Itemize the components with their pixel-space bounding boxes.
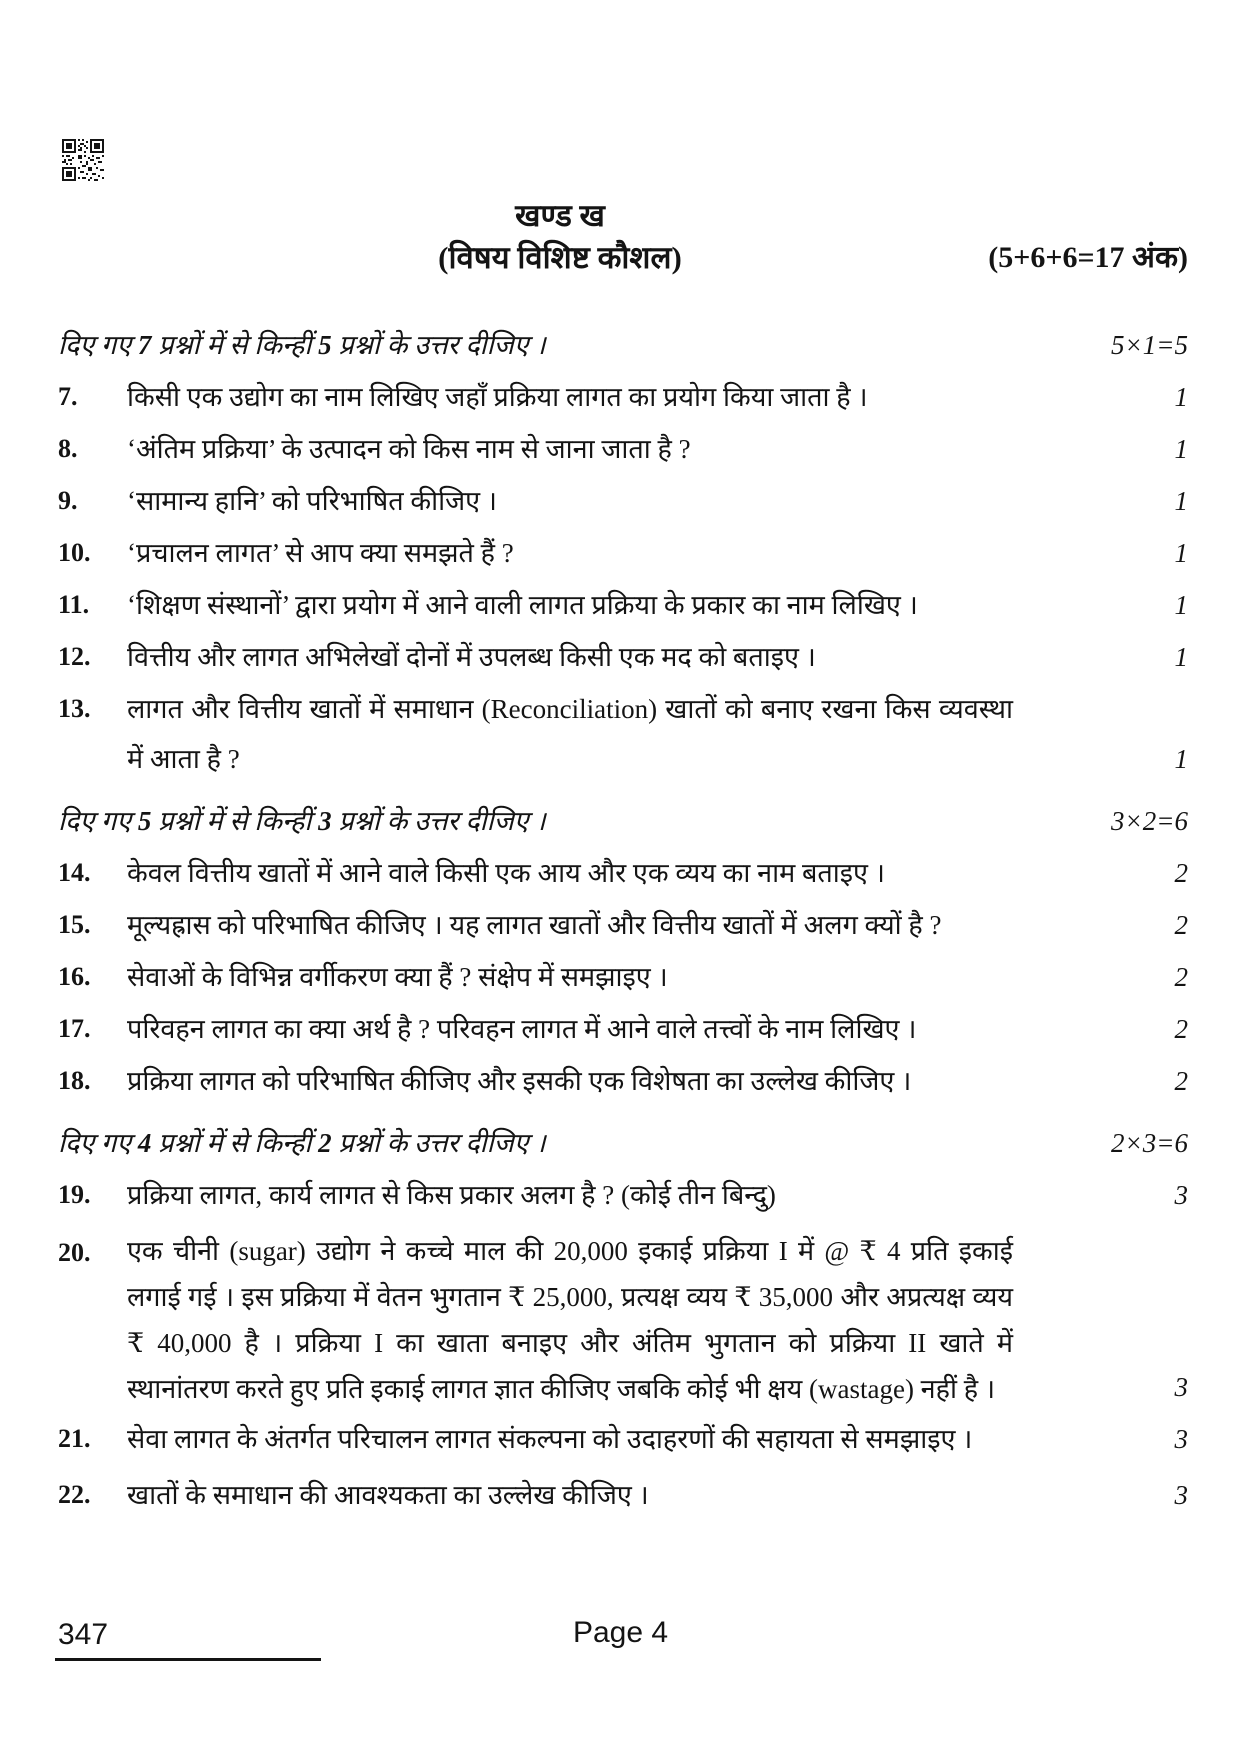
question-row <box>58 1004 1188 1054</box>
question-number: 19. <box>58 1180 91 1209</box>
question-text: वित्तीय और लागत अभिलेखों दोनों में उपलब्ध किसी एक मद को बताइए । <box>127 642 816 672</box>
question-row <box>58 952 1188 1002</box>
question-row <box>58 528 1188 578</box>
question-number: 22. <box>58 1480 91 1509</box>
question-number: 13. <box>58 694 91 723</box>
instruction-row <box>58 1118 1188 1168</box>
question-marks: 1 <box>1174 642 1188 672</box>
instruction-text: दिए गए 4 प्रश्नों में से किन्हीं 2 प्रश्नों के उत्तर दीजिए । <box>58 1128 546 1158</box>
section-title: खण्ड ख <box>515 198 605 233</box>
question-number: 9. <box>58 486 78 515</box>
question-number: 12. <box>58 642 91 671</box>
question-text: केवल वित्तीय खातों में आने वाले किसी एक आय और एक व्यय का नाम बताइए । <box>127 858 885 888</box>
question-number: 8. <box>58 434 78 463</box>
question-number: 17. <box>58 1014 91 1043</box>
marks-scheme: 3×2=6 <box>1111 806 1188 836</box>
question-marks: 1 <box>1174 744 1188 774</box>
question-marks: 3 <box>1174 1424 1188 1454</box>
question-marks: 1 <box>1174 434 1188 464</box>
question-row <box>58 900 1188 950</box>
question-row <box>58 580 1188 630</box>
question-number: 10. <box>58 538 91 567</box>
question-text: ‘प्रचालन लागत’ से आप क्या समझते हैं ? <box>127 538 514 568</box>
question-row <box>58 1228 1188 1412</box>
paper-code: 347 <box>58 1618 109 1651</box>
question-marks: 1 <box>1174 590 1188 620</box>
question-number: 14. <box>58 858 91 887</box>
question-number: 16. <box>58 962 91 991</box>
question-text: ‘शिक्षण संस्थानों’ द्वारा प्रयोग में आने वाली लागत प्रक्रिया के प्रकार का नाम लिखिए । <box>127 590 918 620</box>
question-marks: 2 <box>1174 1014 1188 1044</box>
question-marks: 3 <box>1174 1180 1188 1210</box>
question-marks: 2 <box>1174 858 1188 888</box>
section-subtitle: (विषय विशिष्ट कौशल) <box>438 240 682 275</box>
question-text: ‘सामान्य हानि’ को परिभाषित कीजिए । <box>127 486 498 516</box>
question-row <box>58 1056 1188 1106</box>
question-text: किसी एक उद्योग का नाम लिखिए जहाँ प्रक्रिया लागत का प्रयोग किया जाता है । <box>127 382 868 412</box>
question-number: 15. <box>58 910 91 939</box>
question-row <box>58 1470 1188 1520</box>
question-text: परिवहन लागत का क्या अर्थ है ? परिवहन लागत में आने वाले तत्त्वों के नाम लिखिए । <box>127 1014 917 1044</box>
question-number: 7. <box>58 382 78 411</box>
question-marks: 1 <box>1174 538 1188 568</box>
marks-scheme: 2×3=6 <box>1111 1128 1188 1158</box>
instruction-row <box>58 320 1188 370</box>
question-row <box>58 848 1188 898</box>
question-marks: 3 <box>1174 1372 1188 1402</box>
paper-body <box>58 196 1188 1522</box>
question-row <box>58 1170 1188 1220</box>
question-text: एक चीनी (sugar) उद्योग ने कच्चे माल की 20,000 इकाई प्रक्रिया I में @ ₹ 4 प्रति इकाई लगाई गई । इस प्रक्रिया में वेतन भुगतान ₹ 25,000, प्रत्यक्ष व्यय ₹ 35,000 और अप्रत्यक्ष व्यय ₹ 40,000 है । प्रक्रिया I का खाता बनाइए और अंतिम भुगतान को प्रक्रिया II खाते में स्थानांतरण करते हुए प्रति इकाई लागत ज्ञात कीजिए जबकि कोई भी क्षय (wastage) नहीं है । <box>127 1236 1013 1404</box>
section-marks-total: (5+6+6=17 अंक) <box>988 241 1188 274</box>
question-text: प्रक्रिया लागत, कार्य लागत से किस प्रकार अलग है ? (कोई तीन बिन्दु) <box>127 1180 776 1210</box>
question-row <box>58 632 1188 682</box>
footer-rule <box>55 1658 321 1661</box>
question-marks: 2 <box>1174 962 1188 992</box>
question-number: 18. <box>58 1066 91 1095</box>
question-marks: 2 <box>1174 910 1188 940</box>
question-row <box>58 684 1188 784</box>
page-number: Page 4 <box>572 1616 669 1649</box>
question-row <box>58 1414 1188 1464</box>
question-row <box>58 476 1188 526</box>
question-row <box>58 424 1188 474</box>
question-marks: 2 <box>1174 1066 1188 1096</box>
question-number: 11. <box>58 590 90 619</box>
question-text: प्रक्रिया लागत को परिभाषित कीजिए और इसकी एक विशेषता का उल्लेख कीजिए । <box>127 1066 912 1096</box>
question-row <box>58 372 1188 422</box>
question-marks: 3 <box>1174 1480 1188 1510</box>
question-text: सेवा लागत के अंतर्गत परिचालन लागत संकल्पना को उदाहरणों की सहायता से समझाइए । <box>127 1424 973 1454</box>
question-text: खातों के समाधान की आवश्यकता का उल्लेख कीजिए । <box>127 1480 649 1510</box>
question-number: 20. <box>58 1238 91 1267</box>
instruction-text: दिए गए 5 प्रश्नों में से किन्हीं 3 प्रश्नों के उत्तर दीजिए । <box>58 806 546 836</box>
question-text: सेवाओं के विभिन्न वर्गीकरण क्या हैं ? संक्षेप में समझाइए । <box>127 962 668 992</box>
question-text: ‘अंतिम प्रक्रिया’ के उत्पादन को किस नाम से जाना जाता है ? <box>127 434 691 464</box>
question-marks: 1 <box>1174 486 1188 516</box>
question-text: मूल्यह्रास को परिभाषित कीजिए । यह लागत खातों और वित्तीय खातों में अलग क्यों है ? <box>127 910 942 940</box>
question-number: 21. <box>58 1424 91 1453</box>
marks-scheme: 5×1=5 <box>1111 330 1188 360</box>
question-text: लागत और वित्तीय खातों में समाधान (Reconciliation) खातों को बनाए रखना किस व्यवस्था में आता है ? <box>127 694 1013 774</box>
question-marks: 1 <box>1174 382 1188 412</box>
instruction-text: दिए गए 7 प्रश्नों में से किन्हीं 5 प्रश्नों के उत्तर दीजिए । <box>58 330 546 360</box>
qr-code <box>62 137 104 183</box>
instruction-row <box>58 796 1188 846</box>
